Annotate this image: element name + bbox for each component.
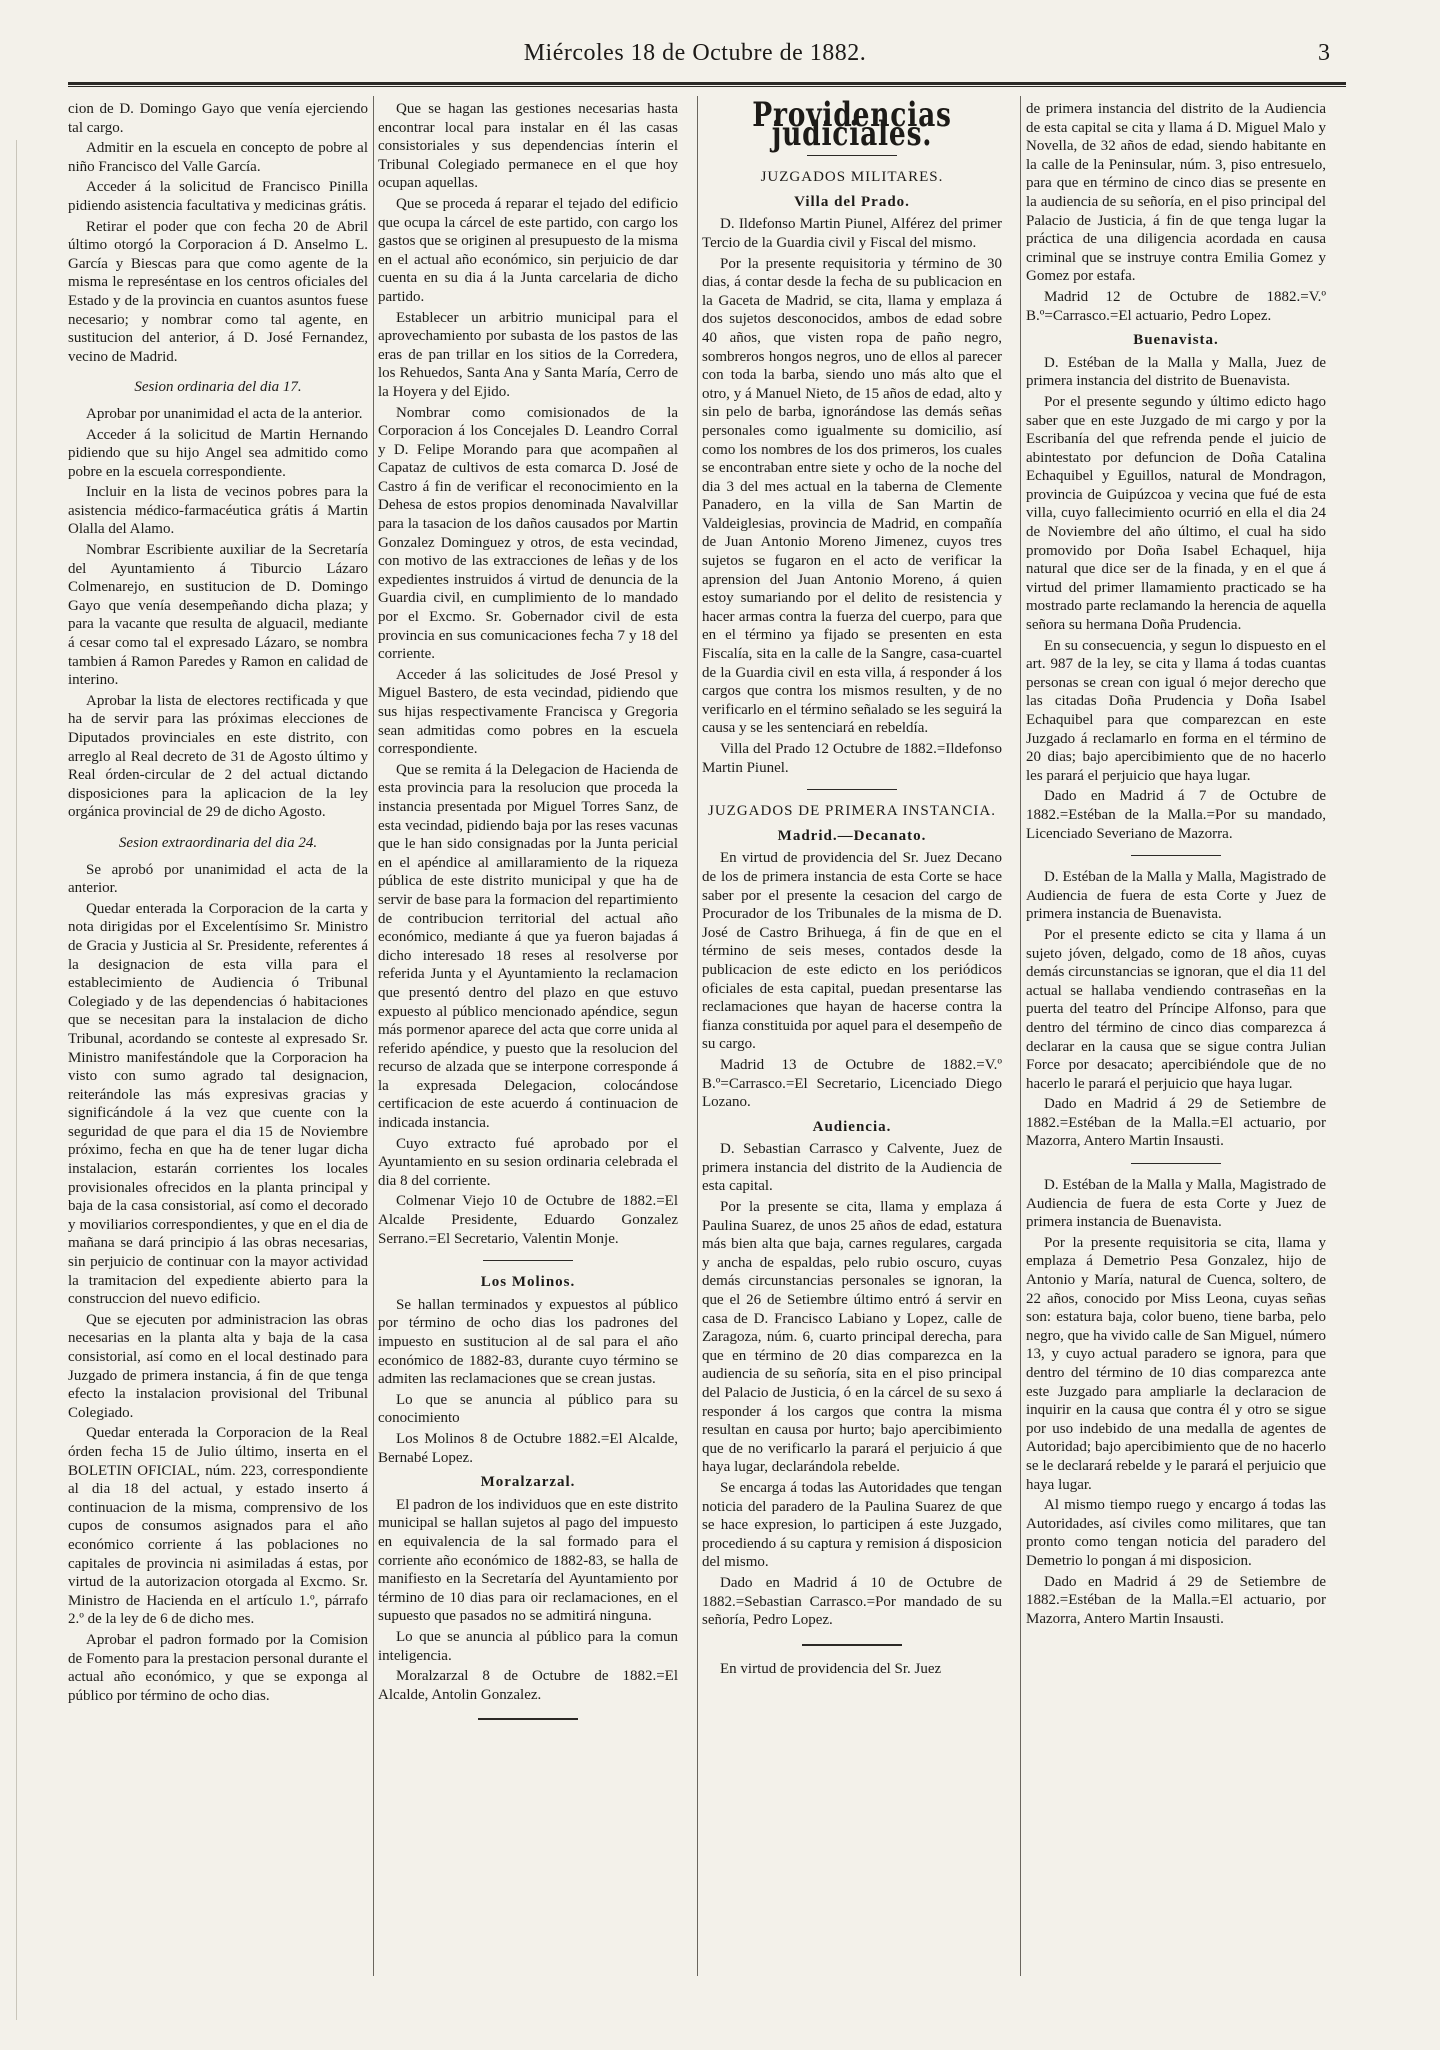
section-divider bbox=[483, 1260, 573, 1261]
paragraph: Nombrar como comisionados de la Corporacion á los Concejales D. Leandro Corral y D. Felipe Morando para que acompañen al Capataz de cultivos de esta comarca D. José de Castro á fin de verificar el reconocimiento en la Dehesa de estos propios denominada Navalvillar para la tasacion de los daños causados por Martin Gonzalez Dominguez y otros, de esta vecindad, con motivo de las extracciones de leñas y de los expedientes instruidos á virtud de denuncia de la Guardia civil, en cumplimiento de lo mandado por el Excmo. Sr. Gobernador civil de esta provincia en sus comunicaciones fecha 7 y 18 del corriente. bbox=[378, 404, 678, 663]
paragraph: Quedar enterada la Corporacion de la Real órden fecha 15 de Julio último, inserta en el BOLETIN OFICIAL, núm. 223, correspondiente al dia 18 del actual, y estado inserto á continuacion de la misma, comprensivo de los cupos de consumos asignados para el año económico corriente á las poblaciones no capitales de provincia ni asimiladas á estas, por virtud de la autorizacion otorgada al Excmo. Sr. Ministro de Hacienda en el artículo 1.º, párrafo 2.º de la ley de 6 de dicho mes. bbox=[68, 1425, 368, 1628]
section-divider bbox=[478, 1718, 578, 1720]
locality-heading: Los Molinos. bbox=[480, 1274, 576, 1291]
page-header bbox=[60, 40, 1330, 80]
column-3 bbox=[702, 95, 1002, 1680]
paragraph: Establecer un arbitrio municipal para el aprovechamiento por subasta de los pastos de las eras de pan trillar en los sitios de la Corredera, los Rehuedos, Santa Ana y Santa María, Cerro de la Hoyera y del Ejido. bbox=[378, 309, 678, 400]
paragraph: Que se hagan las gestiones necesarias hasta encontrar local para instalar en él las casas consistoriales y sus dependencias ínterin el Tribunal Colegiado permanece en el que hoy ocupan aquellas. bbox=[378, 101, 678, 192]
paragraph: En virtud de providencia del Sr. Juez bbox=[720, 1660, 942, 1677]
paragraph: Dado en Madrid á 7 de Octubre de 1882.=Estéban de la Malla.=Por su mandado, Licenciado Severiano de Mazorra. bbox=[1026, 788, 1326, 842]
paragraph: D. Ildefonso Martin Piunel, Alférez del primer Tercio de la Guardia civil y Fiscal del mismo. bbox=[702, 216, 1002, 251]
column-separator bbox=[697, 96, 698, 1976]
paragraph: D. Sebastian Carrasco y Calvente, Juez de primera instancia del distrito de la Audiencia de esta capital. bbox=[702, 1141, 1002, 1195]
binding-edge bbox=[16, 140, 17, 2020]
locality-heading: Madrid.—Decanato. bbox=[777, 827, 927, 844]
paragraph: Villa del Prado 12 Octubre de 1882.=Ildefonso Martin Piunel. bbox=[702, 741, 1002, 776]
paragraph: Cuyo extracto fué aprobado por el Ayuntamiento en su sesion ordinaria celebrada el dia 8 del corriente. bbox=[378, 1135, 678, 1189]
paragraph: Acceder á las solicitudes de José Presol y Miguel Bastero, de esta vecindad, pidiendo que sus hijas respectivamente Francisca y Gregoria sean admitidas como pobres en la escuela correspondiente. bbox=[378, 666, 678, 758]
paragraph: Se hallan terminados y expuestos al público por término de ocho dias los padrones del impuesto en sustitucion al de sal para el año económico de 1882-83, durante cuyo término se admiten las reclamaciones que se crean justas. bbox=[378, 1296, 678, 1388]
column-separator bbox=[373, 96, 374, 1976]
subsection-heading: JUZGADOS DE PRIMERA INSTANCIA. bbox=[708, 803, 996, 820]
header-rule-thin bbox=[68, 86, 1346, 87]
paragraph: En su consecuencia, y segun lo dispuesto en el art. 987 de la ley, se cita y llama á todas cuantas personas se crean con igual ó mejor derecho que las citadas Doña Prudencia y Doña Isabel Echaquibel para que comparezcan en este Juzgado á reclamarlo en forma en el término de 20 dias; bajo apercibimiento que de no hacerlo les parará el perjuicio que haya lugar. bbox=[1026, 637, 1326, 784]
paragraph: Que se ejecuten por administracion las obras necesarias en la planta alta y baja de la casa consistorial, así como en el local destinado para Juzgado de primera instancia, á fin de que tenga efecto la instalacion provisional del Tribunal Colegiado. bbox=[68, 1311, 368, 1421]
paragraph: Retirar el poder que con fecha 20 de Abril último otorgó la Corporacion á D. Anselmo L. García y Biescas para que como agente de la misma le represéntase en los centros oficiales del Estado y de la provincia en cuantos asuntos fuese necesario; y nombrar como tal agente, en sustitucion del anterior, á D. José Fernandez, vecino de Madrid. bbox=[68, 218, 368, 365]
paragraph: Admitir en la escuela en concepto de pobre al niño Francisco del Valle García. bbox=[68, 140, 368, 175]
paragraph: Quedar enterada la Corporacion de la carta y nota dirigidas por el Excelentísimo Sr. Ministro de Gracia y Justicia al Sr. Presidente, referentes á la designacion de esta villa para el establecimiento de Audiencia ó Tribunal Colegiado y de las dependencias ó habitaciones que se necesitan para la instalacion de dicho Tribunal, acordando se conteste al expresado Sr. Ministro manifestándole que la Corporacion ha visto con sumo agrado tal designacion, reiterándole las más expresivas gracias y significándole á la vez que cuente con la seguridad de que para el dia 15 de Noviembre próximo, fecha en que ha de tener lugar dicha instalacion, estarán corrientes los locales provisionales ofrecidos en la planta principal y baja de la casa consistorial, así como el decorado y moviliarios correspondientes, y que en el dia de mañana se dará principio á las obras necesarias, sin perjuicio de continuar con la mayor actividad la tramitacion del expediente abierto para la construccion del nuevo edificio. bbox=[68, 900, 368, 1308]
paragraph: Al mismo tiempo ruego y encargo á todas las Autoridades, así civiles como militares, que tan pronto como tengan noticia del paradero del Demetrio lo pongan á mi disposicion. bbox=[1026, 1497, 1326, 1569]
paragraph: de primera instancia del distrito de la Audiencia de esta capital se cita y llama á D. Miguel Malo y Novella, de 32 años de edad, siendo habitante en la calle de la Peninsular, núm. 3, piso entresuelo, para que en término de cinco dias se presente en la audiencia de su señoría, en el piso principal del Palacio de Justicia, á fin de que tenga lugar la práctica de una diligencia acordada en causa criminal que se instruye contra Emilia Gomez y Gomez por estafa. bbox=[1026, 101, 1326, 285]
paragraph: Dado en Madrid á 10 de Octubre de 1882.=Sebastian Carrasco.=Por mandado de su señoría, Pedro Lopez. bbox=[702, 1574, 1002, 1629]
paragraph: Aprobar por unanimidad el acta de la anterior. bbox=[86, 405, 363, 422]
paragraph: Madrid 12 de Octubre de 1882.=V.º B.º=Carrasco.=El actuario, Pedro Lopez. bbox=[1026, 288, 1326, 324]
paragraph: Acceder á la solicitud de Martin Hernando pidiendo que su hijo Angel sea admitido como pobre en la escuela correspondiente. bbox=[68, 426, 368, 480]
section-divider bbox=[1131, 855, 1221, 856]
section-divider bbox=[807, 789, 897, 790]
locality-heading: Villa del Prado. bbox=[794, 193, 910, 210]
paragraph: Por la presente requisitoria se cita, llama y emplaza á Demetrio Pesa Gonzalez, hijo de Antonio y María, natural de Cuenca, soltero, de 22 años, conocido por Miss Leona, cuyas señas son: estatura baja, color bueno, tiene barba, pelo negro, que ha vivido calle de San Miguel, número 13, y cuyo actual paradero se ignora, para que dentro del término de 10 dias comparezca ante este Juzgado para ampliarle la declaracion de inquirir en la causa que contra él y otro se sigue por uso indebido de una medalla de agentes de Autoridad; bajo apercibimiento que de no hacerlo se le declarará rebelde y le parará el perjuicio que haya lugar. bbox=[1026, 1234, 1326, 1493]
locality-heading: Audiencia. bbox=[812, 1118, 892, 1135]
paragraph: Por la presente requisitoria y término de 30 dias, á contar desde la fecha de su publicacion en la Gaceta de Madrid, se cita, llama y emplaza á dos sujetos desconocidos, ambos de edad sobre 40 años, que visten ropa de paño negro, sombreros hongos negros, uno de ellos al parecer con toda la barba, siendo uno más alto que el otro, y á Manuel Nieto, de 15 años de edad, alto y sin pelo de barba, ignorándose las demás señas personales como igualmente su domicilio, así como los nombres de los dos primeros, los cuales se encontraban entre siete y ocho de la noche del dia 3 del mes actual en la taberna de Clemente Panadero, en la villa de San Martin de Valdeiglesias, provincia de Madrid, en compañía de Juan Antonio Moreno Jimenez, cuyos tres sujetos se fugaron en el acto de verificar la aprension del Juan Antonio Moreno, á quien estoy sumariando por el delito de resistencia y hacer armas contra la fuerza del cuerpo, para que en el término ya fijado se presenten en esta Fiscalía, sita en la calle de la Sangre, casa-cuartel de la Guardia civil en esta villa, á responder á los cargos que contra los mismos resulten, y de no verificarlo en el término señalado se les seguirá la causa y se les sentenciará en rebeldía. bbox=[702, 255, 1002, 737]
header-rule bbox=[68, 82, 1346, 85]
paragraph: Por el presente segundo y último edicto hago saber que en este Juzgado de mi cargo y por la Escribanía del que refrenda pende el juicio de abintestato por defuncion de Doña Catalina Echaquibel y Eguillos, natural de Mondragon, provincia de Guipúzcoa y vecina que fué de esta villa, cuyo fallecimiento ocurrió en ella el dia 24 de Noviembre del año último, el cual ha sido promovido por Doña Isabel Echaquel, hija natural que dice ser de la finada, y en el que á virtud del primer llamamiento practicado se ha mostrado parte reclamando la herencia de aquella señora su hermana Doña Prudencia. bbox=[1026, 393, 1326, 634]
section-title: Providencias judiciales. bbox=[752, 95, 952, 154]
paragraph: Se encarga á todas las Autoridades que tengan noticia del paradero de la Paulina Suarez de que se hace expresion, lo participen á este Juzgado, procediendo á su captura y remision á disposicion del mismo. bbox=[702, 1479, 1002, 1571]
column-4 bbox=[1026, 100, 1326, 1630]
column-1 bbox=[68, 100, 368, 1707]
section-divider bbox=[1131, 1163, 1221, 1164]
page-number: 3 bbox=[1318, 40, 1330, 66]
locality-heading: Buenavista. bbox=[1133, 332, 1219, 349]
paragraph: Moralzarzal 8 de Octubre de 1882.=El Alcalde, Antolin Gonzalez. bbox=[378, 1668, 678, 1703]
paragraph: Lo que se anuncia al público para la comun inteligencia. bbox=[378, 1628, 678, 1664]
session-heading: Sesion extraordinaria del dia 24. bbox=[118, 834, 318, 851]
paragraph: El padron de los individuos que en este distrito municipal se hallan sujetos al pago del impuesto en equivalencia de la sal formado para el corriente año económico de 1882-83, se halla de manifiesto en la Secretaría del Ayuntamiento por término de 10 dias para oir reclamaciones, en el supuesto que pasados no se admitirá ninguna. bbox=[378, 1496, 678, 1625]
paragraph: Por el presente edicto se cita y llama á un sujeto jóven, delgado, como de 18 años, cuyas demás circunstancias se ignoran, que el dia 11 del actual se hallaba vendiendo contraseñas en la puerta del teatro del Príncipe Alfonso, para que dentro del término de cinco dias comparezca á declarar en la causa que se sigue contra Julian Force por desacato; apercibiéndole que de no hacerlo le parará el perjuicio que haya lugar. bbox=[1026, 926, 1326, 1092]
paragraph: Por la presente se cita, llama y emplaza á Paulina Suarez, de unos 25 años de edad, estatura más bien alta que baja, carnes regulares, cargada y ancha de espaldas, pelo rubio oscuro, cuyas demás circunstancias personales se ignoran, la que el 26 de Setiembre último entró á servir en casa de D. Francisco Labiano y Lopez, calle de Zaragoza, núm. 6, cuarto principal derecha, para que en término de 20 dias comparezca en la audiencia de su señoría, sita en el piso principal del Palacio de Justicia, ó en la cárcel de su sexo á responder á los cargos que contra la misma resultan en causa por hurto; bajo apercibimiento que de no verificarlo la parará el perjuicio á que haya lugar, declarándola rebelde. bbox=[702, 1199, 1002, 1476]
paragraph: Se aprobó por unanimidad el acta de la anterior. bbox=[68, 861, 368, 897]
paragraph: D. Estéban de la Malla y Malla, Magistrado de Audiencia de fuera de esta Corte y Juez de primera instancia de Buenavista. bbox=[1026, 869, 1326, 923]
paragraph: Dado en Madrid á 29 de Setiembre de 1882.=Estéban de la Malla.=El actuario, por Mazorra, Antero Martin Insausti. bbox=[1026, 1096, 1326, 1150]
paragraph: Lo que se anuncia al público para su conocimiento bbox=[378, 1391, 678, 1427]
paragraph: Acceder á la solicitud de Francisco Pinilla pidiendo asistencia facultativa y medicinas grátis. bbox=[68, 179, 368, 214]
paragraph: Que se remita á la Delegacion de Hacienda de esta provincia para la resolucion que proceda la instancia presentada por Miguel Torres Sanz, de esta vecindad, pidiendo baja por las reses vacunas que le han sido consignadas por la Junta pericial en el apéndice al amillaramiento de la riqueza pública de este distrito municipal y que ha de servir de base para la formacion del repartimiento de contribucion territorial del actual año económico, mediante á que ya fueron bajadas á dicho interesado 18 reses al resolverse por referida Junta y el Ayuntamiento la reclamacion que presentó dentro del plazo en que estuvo expuesto al público mencionado apéndice, segun más pormenor aparece del acta que corre unida al referido apéndice, y puesto que la resolucion del recurso de alzada que se interpone corresponde á la expresada Delegacion, colocándose certificacion de este acuerdo á continuacion de indicada instancia. bbox=[378, 761, 678, 1132]
column-separator bbox=[1020, 96, 1021, 1976]
paragraph: Que se proceda á reparar el tejado del edificio que ocupa la cárcel de este partido, con cargo los gastos que se originen al presupuesto de la misma en el actual año económico, sin perjuicio de dar cuenta en su dia á la Junta carcelaria de dicho partido. bbox=[378, 195, 678, 305]
paragraph: En virtud de providencia del Sr. Juez Decano de los de primera instancia de esta Corte se hace saber por el presente la cesacion del cargo de Procurador de los Tribunales de la misma de D. José de Castro Brihuega, á fin de que en el término de seis meses, contados desde la publicacion de este edicto en los periódicos oficiales de esta capital, puedan presentarse las reclamaciones que hayan de hacerse contra la fianza constituida por aquel para el desempeño de su cargo. bbox=[702, 850, 1002, 1053]
paragraph: Nombrar Escribiente auxiliar de la Secretaría del Ayuntamiento á Tiburcio Lázaro Colmenarejo, en sustitucion de D. Domingo Gayo que venía desempeñando dicha plaza; y para la vacante que resulta de alguacil, mediante á cesar como tal el expresado Lázaro, se nombra tambien á Ramon Paredes y Ramon en calidad de interino. bbox=[68, 542, 368, 689]
paragraph: Incluir en la lista de vecinos pobres para la asistencia médico-farmacéutica grátis á Martin Olalla del Alamo. bbox=[68, 484, 368, 538]
paragraph: Colmenar Viejo 10 de Octubre de 1882.=El Alcalde Presidente, Eduardo Gonzalez Serrano.=El Secretario, Valentin Monje. bbox=[378, 1193, 678, 1247]
paragraph: Aprobar la lista de electores rectificada y que ha de servir para las próximas elecciones de Diputados provinciales en este distrito, con arreglo al Real decreto de 31 de Agosto último y Real órden-circular de 2 del actual dictando disposiciones para la aplicacion de la ley orgánica provincial de 29 de dicho Agosto. bbox=[68, 692, 368, 821]
paragraph: D. Estéban de la Malla y Malla, Magistrado de Audiencia de fuera de esta Corte y Juez de primera instancia de Buenavista. bbox=[1026, 1177, 1326, 1231]
column-2 bbox=[378, 100, 678, 1734]
paragraph: Madrid 13 de Octubre de 1882.=V.º B.º=Carrasco.=El Secretario, Licenciado Diego Lozano. bbox=[702, 1056, 1002, 1111]
session-heading: Sesion ordinaria del dia 17. bbox=[134, 379, 302, 396]
paragraph: Aprobar el padron formado por la Comision de Fomento para la prestacion personal durante el actual año económico, y que se exponga al público por término de ocho dias. bbox=[68, 1631, 368, 1704]
page-date: Miércoles 18 de Octubre de 1882. bbox=[523, 40, 867, 66]
subsection-heading: JUZGADOS MILITARES. bbox=[760, 169, 944, 186]
paragraph: cion de D. Domingo Gayo que venía ejerciendo tal cargo. bbox=[68, 101, 368, 136]
section-divider bbox=[807, 155, 897, 156]
section-divider bbox=[802, 1644, 902, 1646]
locality-heading: Moralzarzal. bbox=[480, 1474, 576, 1491]
paragraph: D. Estéban de la Malla y Malla, Juez de primera instancia del distrito de Buenavista. bbox=[1026, 354, 1326, 390]
paragraph: Dado en Madrid á 29 de Setiembre de 1882.=Estéban de la Malla.=El actuario, por Mazorra, Antero Martin Insausti. bbox=[1026, 1573, 1326, 1627]
paragraph: Los Molinos 8 de Octubre 1882.=El Alcalde, Bernabé Lopez. bbox=[378, 1430, 678, 1466]
